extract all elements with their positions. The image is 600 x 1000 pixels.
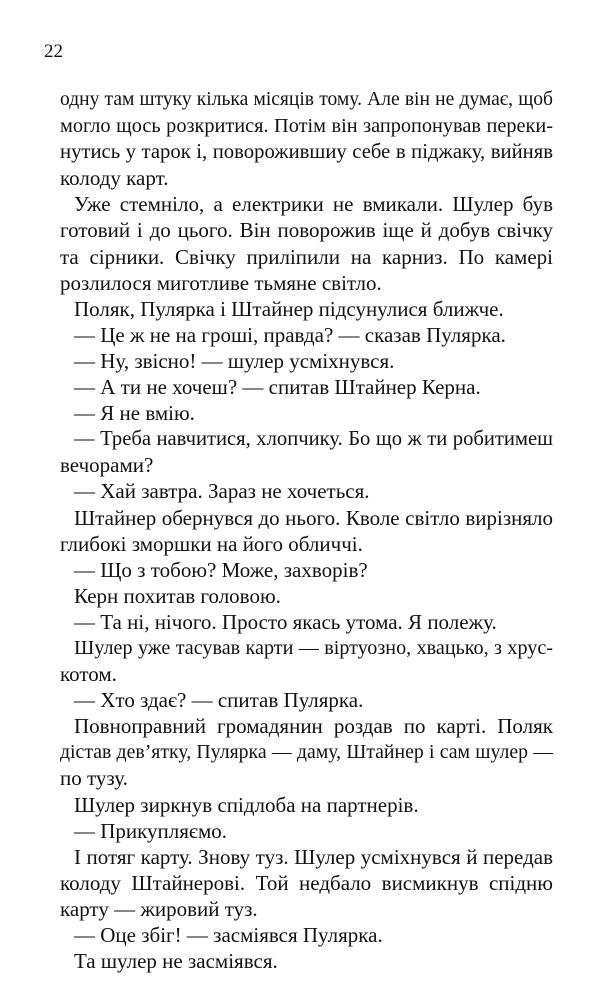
text-line: Керн похитав головою.: [74, 583, 281, 608]
body-text: [60, 87, 553, 974]
text-line: — Це ж не на гроші, правда? — сказав Пулярка.: [74, 322, 506, 347]
text-line: котом.: [60, 662, 117, 687]
text-line: — Ну, звісно! — шулер усміхнувся.: [74, 348, 395, 373]
text-line: могло щось розкритися. Потім він запропонував переки-: [60, 115, 553, 138]
text-line: Та шулер не засміявся.: [74, 949, 278, 974]
text-line: — Хто здає? — спитав Пулярка.: [74, 688, 364, 713]
text-line: — Прикупляємо.: [74, 818, 227, 843]
text-line: Уже стемніло, а електрики не вмикали. Шулер був: [74, 192, 553, 217]
text-line: дістав дев’ятку, Пулярка — даму, Штайнер і сам шулер —: [60, 741, 553, 764]
text-line: готовий і до цього. Він поворожив іще й добув свічку: [60, 218, 553, 243]
text-line: — Треба навчитися, хлопчику. Бо що ж ти робитимеш: [74, 428, 553, 451]
text-line: нутись у тарок і, поворожившиу себе в піджаку, вийняв: [60, 141, 553, 164]
text-line: по тузу.: [60, 766, 128, 791]
text-line: І потяг карту. Знову туз. Шулер усміхнувся й передав: [74, 844, 553, 869]
text-line: Повноправний громадянин роздав по карті. Поляк: [74, 714, 553, 739]
text-line: Шулер зиркнув спідлоба на партнерів.: [74, 792, 419, 817]
text-line: — А ти не хочеш? — спитав Штайнер Керна.: [74, 375, 481, 400]
page-number: 22: [44, 41, 63, 62]
text-line: карту — жировий туз.: [60, 896, 258, 921]
text-line: — Та ні, нічого. Просто якась утома. Я полежу.: [74, 609, 497, 634]
text-line: Штайнер обернувся до нього. Кволе світло вирізняло: [74, 505, 553, 530]
text-line: та сірники. Свічку приліпили на карниз. По камері: [60, 244, 553, 269]
text-line: одну там штуку кілька місяців тому. Але він не думає, щоб: [60, 89, 553, 110]
text-line: вечорами?: [60, 453, 154, 478]
text-line: Шулер уже тасував карти — віртуозно, хвацько, з хрус-: [74, 636, 553, 659]
text-line: розлилося миготливе тьмяне світло.: [60, 270, 382, 295]
text-line: — Що з тобою? Може, захворів?: [74, 557, 368, 582]
text-line: Поляк, Пулярка і Штайнер підсунулися ближче.: [74, 296, 504, 321]
text-line: колоду Штайнерові. Той недбало висмикнув спідню: [60, 870, 553, 895]
text-line: колоду карт.: [60, 166, 169, 191]
text-line: — Я не вмію.: [74, 401, 195, 426]
text-line: глибокі зморшки на його обличчі.: [60, 531, 363, 556]
text-line: — Оце збіг! — засміявся Пулярка.: [74, 923, 383, 947]
text-line: — Хай завтра. Зараз не хочеться.: [74, 479, 370, 504]
